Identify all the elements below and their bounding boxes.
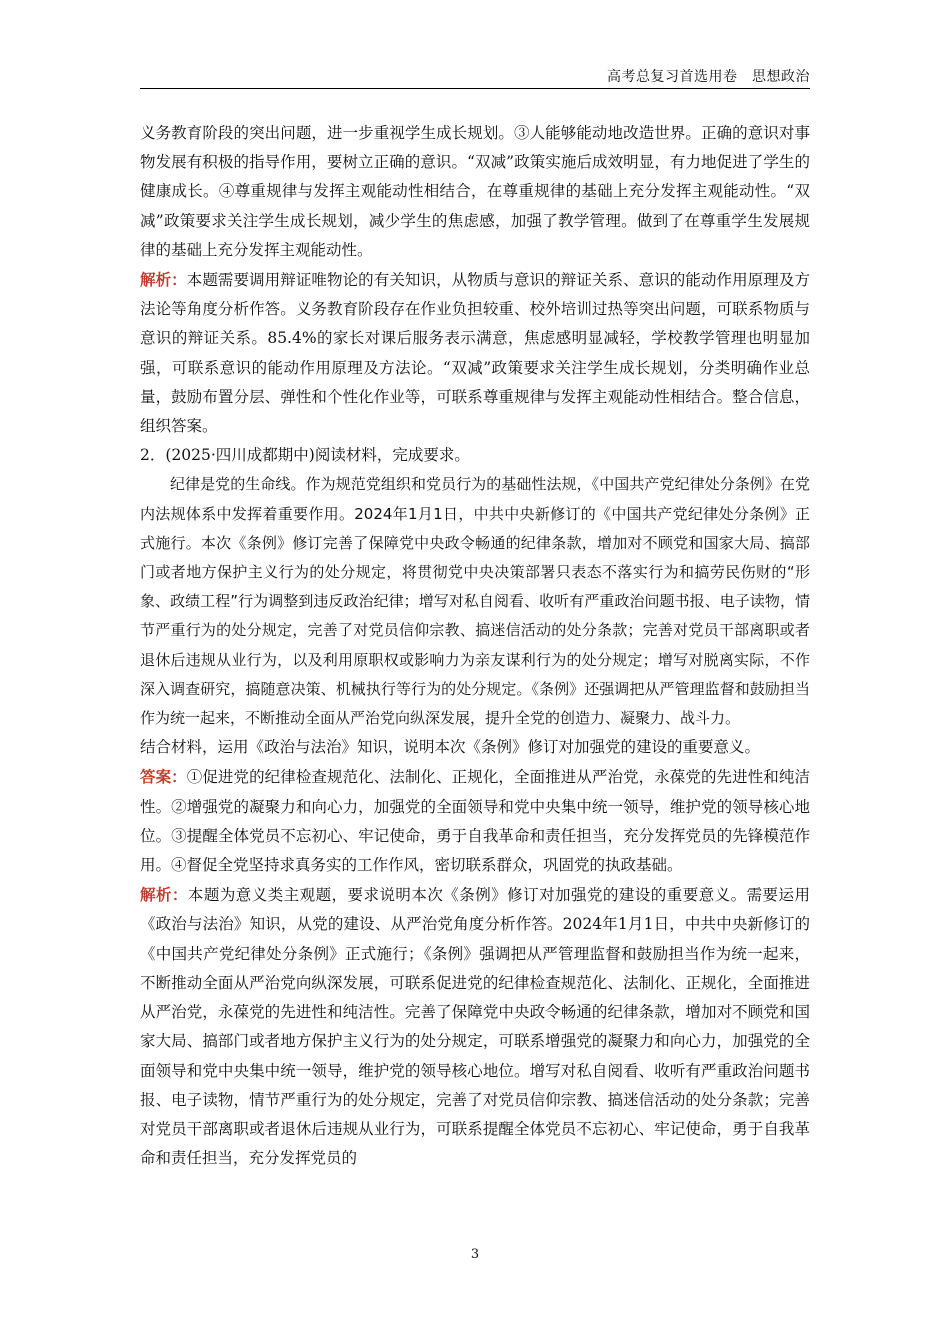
page-number: 3: [470, 1247, 480, 1262]
q1-analysis-text: 本题需要调用辩证唯物论的有关知识，从物质与意识的辩证关系、意识的能动作用原理及方法论等角度分析作答。义务教育阶段存在作业负担较重、校外培训过热等突出问题，可联系物质与意识的辩证关系。85.4%的家长对课后服务表示满意，焦虑感明显减轻，学校教学管理也明显加强，可联系意识的能动作用原理及方法论。“双减”政策要求关注学生成长规划，分类明确作业总量，鼓励布置分层、弹性和个性化作业等，可联系尊重规律与发挥主观能动性相结合。整合信息，组织答案。: [140, 271, 810, 436]
page-content: [140, 119, 810, 1173]
answer-label: 答案：: [140, 767, 187, 787]
q1-analysis: [140, 265, 810, 441]
q2-stem: 2．(2025·四川成都期中)阅读材料，完成要求。: [140, 446, 470, 465]
q1-answer-continued: 义务教育阶段的突出问题，进一步重视学生成长规划。③人能够能动地改造世界。正确的意识对事物发展有积极的指导作用，要树立正确的意识。“双减”政策实施后成效明显，有力地促进了学生的健康成长。④尊重规律与发挥主观能动性相结合，在尊重规律的基础上充分发挥主观能动性。“双减”政策要求关注学生成长规划，减少学生的焦虑感，加强了教学管理。做到了在尊重学生发展规律的基础上充分发挥主观能动性。: [140, 124, 810, 259]
q2-answer-text: ①促进党的纪律检查规范化、法制化、正规化，全面推进从严治党，永葆党的先进性和纯洁性。②增强党的凝聚力和向心力，加强党的全面领导和党中央集中统一领导，维护党的领导核心地位。③提醒全体党员不忘初心、牢记使命，勇于自我革命和责任担当，充分发挥党员的先锋模范作用。④督促全党坚持求真务实的工作作风，密切联系群众，巩固党的执政基础。: [140, 768, 810, 875]
analysis-label: 解析：: [140, 270, 187, 290]
page-header: [140, 64, 810, 89]
q2-answer: [140, 762, 810, 880]
q2-passage: 纪律是党的生命线。作为规范党组织和党员行为的基础性法规，《中国共产党纪律处分条例》在党内法规体系中发挥着重要作用。2024年1月1日，中共中央新修订的《中国共产党纪律处分条例》正式施行。本次《条例》修订完善了保障党中央政令畅通的纪律条款，增加对不顾党和国家大局、搞部门或者地方保护主义行为的处分规定，将贯彻党中央决策部署只表态不落实行为和搞劳民伤财的“形象、政绩工程”行为调整到违反政治纪律；增写对私自阅看、收听有严重政治问题书报、电子读物，情节严重行为的处分规定，完善了对党员信仰宗教、搞迷信活动的处分条款；完善对党员干部离职或者退休后违规从业行为，以及利用原职权或影响力为亲友谋利行为的处分规定；增写对脱离实际，不作深入调查研究，搞随意决策、机械执行等行为的处分规定。《条例》还强调把从严管理监督和鼓励担当作为统一起来，不断推动全面从严治党向纵深发展，提升全党的创造力、凝聚力、战斗力。: [140, 475, 810, 728]
q2-analysis: [140, 880, 810, 1173]
header-title: 高考总复习首选用卷 思想政治: [607, 69, 810, 85]
analysis-label: 解析：: [140, 885, 188, 905]
q2-analysis-text: 本题为意义类主观题，要求说明本次《条例》修订对加强党的建设的重要意义。需要运用《政治与法治》知识，从党的建设、从严治党角度分析作答。2024年1月1日，中共中央新修订的《中国共产党纪律处分条例》正式施行；《条例》强调把从严管理监督和鼓励担当作为统一起来，不断推动全面从严治党向纵深发展，可联系促进党的纪律检查规范化、法制化、正规化，全面推进从严治党，永葆党的先进性和纯洁性。完善了保障党中央政令畅通的纪律条款，增加对不顾党和国家大局、搞部门或者地方保护主义行为的处分规定，可联系增强党的凝聚力和向心力，加强党的全面领导和党中央集中统一领导，维护党的领导核心地位。增写对私自阅看、收听有严重政治问题书报、电子读物，情节严重行为的处分规定，完善了对党员信仰宗教、搞迷信活动的处分条款；完善对党员干部离职或者退休后违规从业行为，可联系提醒全体党员不忘初心、牢记使命，勇于自我革命和责任担当，充分发挥党员的: [140, 886, 810, 1168]
q2-requirement: 结合材料，运用《政治与法治》知识，说明本次《条例》修订对加强党的建设的重要意义。: [140, 738, 761, 757]
